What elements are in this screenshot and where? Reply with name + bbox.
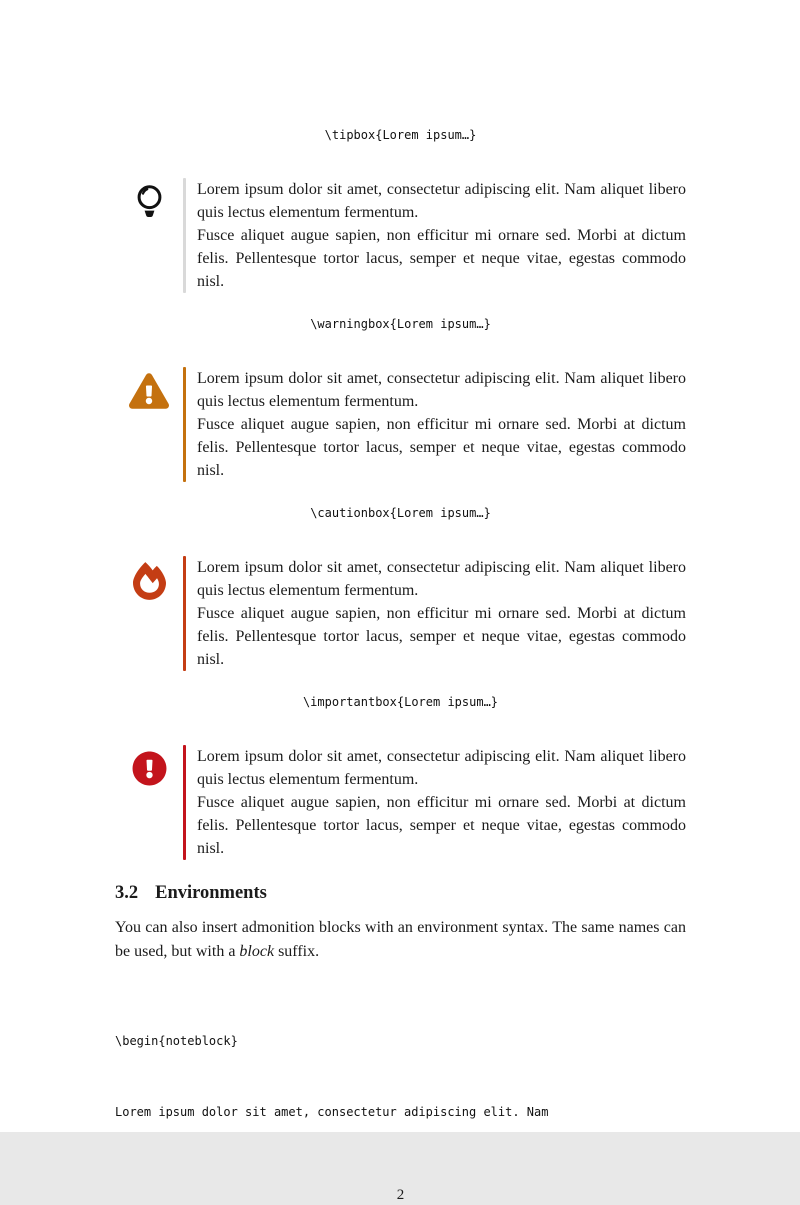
warning-paragraph: Lorem ipsum dolor sit amet, consectetur adipiscing elit. Nam aliquet libero quis lectus elementum fermentum. [197,370,686,410]
important-paragraph: Fusce aliquet augue sapien, non efficitur mi ornare sed. Morbi at dictum felis. Pellentesque tortor lacus, semper et neque vitae, egestas commodo nisl. [197,794,686,857]
code-block [115,983,686,1171]
warning-admonition [115,367,686,482]
intro-text-after: suffix. [274,942,320,960]
important-paragraph: Lorem ipsum dolor sit amet, consectetur adipiscing elit. Nam aliquet libero quis lectus elementum fermentum. [197,748,686,788]
section-number: 3.2 [115,883,139,903]
caution-paragraph: Fusce aliquet augue sapien, non efficitur mi ornare sed. Morbi at dictum felis. Pellentesque tortor lacus, semper et neque vitae, egestas commodo nisl. [197,605,686,668]
warning-paragraph: Fusce aliquet augue sapien, non efficitur mi ornare sed. Morbi at dictum felis. Pellentesque tortor lacus, semper et neque vitae, egestas commodo nisl. [197,416,686,479]
tip-command-caption: \tipbox{Lorem ipsum…} [324,128,477,142]
page-number: 2 [396,1187,405,1203]
section-heading [115,882,686,904]
tip-paragraph: Fusce aliquet augue sapien, non efficitur mi ornare sed. Morbi at dictum felis. Pellentesque tortor lacus, semper et neque vitae, egestas commodo nisl. [197,227,686,290]
code-line: \begin{noteblock} [115,1034,238,1048]
section-title: Environments [155,883,267,903]
important-admonition [115,745,686,860]
caution-command-caption: \cautionbox{Lorem ipsum…} [310,506,491,520]
flame-icon [133,562,166,600]
tip-paragraph: Lorem ipsum dolor sit amet, consectetur adipiscing elit. Nam aliquet libero quis lectus elementum fermentum. [197,181,686,221]
intro-emphasis: block [239,942,275,960]
warning-triangle-icon [129,373,169,409]
tip-admonition [115,178,686,293]
code-line: Lorem ipsum dolor sit amet, consectetur adipiscing elit. Nam [115,1104,549,1119]
lightbulb-icon [135,184,164,222]
intro-paragraph [115,916,686,963]
intro-text-before: You can also insert admonition blocks with an environment syntax. The same names can be used, but with a [115,919,686,960]
warning-command-caption: \warningbox{Lorem ipsum…} [310,317,491,331]
caution-admonition [115,556,686,671]
exclamation-circle-icon [132,751,167,786]
important-command-caption: \importantbox{Lorem ipsum…} [302,695,499,709]
caution-paragraph: Lorem ipsum dolor sit amet, consectetur adipiscing elit. Nam aliquet libero quis lectus elementum fermentum. [197,559,686,599]
